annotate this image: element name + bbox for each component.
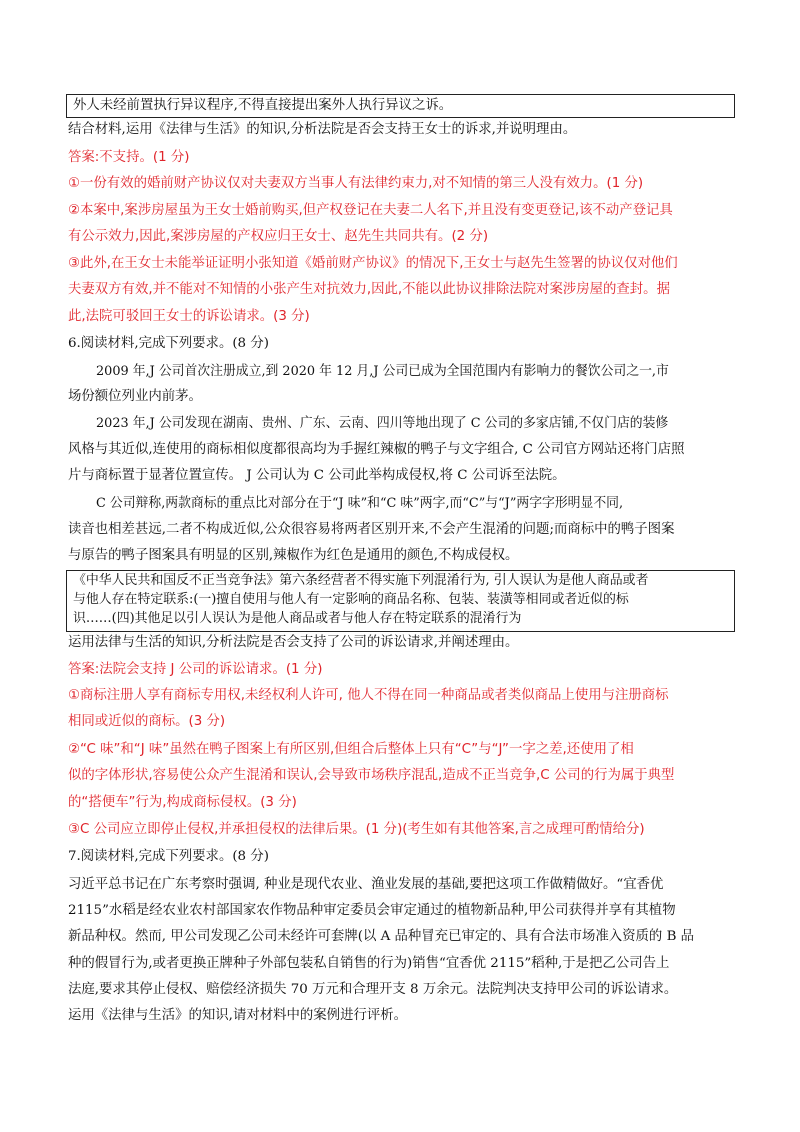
answer-5-line: 有公示效力,因此,案涉房屋的产权应归王女士、赵先生共同共有。(2 分) <box>68 229 489 244</box>
answer-6-line: 相同或近似的商标。(3 分) <box>68 714 226 729</box>
answer-6-line: ③C 公司应立即停止侵权,并承担侵权的法律后果。(1 分)(考生如有其他答案,言之成理可酌情给分) <box>68 822 645 837</box>
quote-box-top-text: 外人未经前置执行异议程序,不得直接提出案外人执行异议之诉。 <box>73 98 453 113</box>
answer-6-line: ①商标注册人享有商标专用权,未经权利人许可, 他人不得在同一种商品或者类似商品上使用与注册商标 <box>68 688 669 703</box>
question-7-material-line: 2115”水稻是经农业农村部国家农作物品种审定委员会审定通过的植物新品种,甲公司获得并享有其植物 <box>68 903 676 918</box>
question-6-material-line: 片与商标置于显著位置宣传。 J 公司认为 C 公司此举构成侵权,将 C 公司诉至法院。 <box>68 468 566 483</box>
quote-box-law-line: 《中华人民共和国反不正当竞争法》第六条经营者不得实施下列混淆行为, 引人误认为是他人商品或者 <box>73 573 649 588</box>
quote-box-law-line: 识……(四)其他足以引人误认为是他人商品或者与他人存在特定联系的混淆行为 <box>73 611 522 626</box>
answer-5-line: ①一份有效的婚前财产协议仅对夫妻双方当事人有法律约束力,对不知情的第三人没有效力。(1 分) <box>68 176 644 191</box>
question-7-material-line: 习近平总书记在广东考察时强调, 种业是现代农业、渔业发展的基础,要把这项工作做精做好。“宜香优 <box>68 877 664 892</box>
question-7-prompt: 运用《法律与生活》的知识,请对材料中的案例进行评析。 <box>68 1008 408 1023</box>
answer-6-line: ②“C 味”和“J 味”虽然在鸭子图案上有所区别,但组合后整体上只有“C”与“J”一字之差,还使用了相 <box>68 742 634 757</box>
answer-6-line: 的“搭便车”行为,构成商标侵权。(3 分) <box>68 795 297 810</box>
question-6-material-line: 读音也相差甚远,二者不构成近似,公众很容易将两者区别开来,不会产生混淆的问题;而商标中的鸭子图案 <box>68 522 675 537</box>
quote-box-top <box>66 94 735 118</box>
question-6-heading: 6.阅读材料,完成下列要求。(8 分) <box>68 336 269 351</box>
question-7-material-line: 法庭,要求其停止侵权、赔偿经济损失 70 万元和合理开支 8 万余元。法院判决支持甲公司的诉讼请求。 <box>68 982 678 997</box>
answer-6-line: 似的字体形状,容易使公众产生混淆和误认,会导致市场秩序混乱,造成不正当竞争,C 公司的行为属于典型 <box>68 768 675 783</box>
question-6-prompt: 运用法律与生活的知识,分析法院是否会支持了公司的诉讼请求,并阐述理由。 <box>68 635 519 650</box>
quote-box-law-line: 与他人存在特定联系:(一)擅自使用与他人有一定影响的商品名称、包装、装潢等相同或者近似的标 <box>73 592 629 607</box>
question-7-material-line: 新品种权。然而, 甲公司发现乙公司未经许可套牌(以 A 品种冒充已审定的、具有合法市场准入资质的 B 品 <box>68 929 695 944</box>
question-7-heading: 7.阅读材料,完成下列要求。(8 分) <box>68 849 269 864</box>
question-7-material-line: 种的假冒行为,或者更换正牌种子外部包装私自销售的行为)销售“宜香优 2115”稻种,于是把乙公司告上 <box>68 956 670 971</box>
question-6-material-line: C 公司辩称,两款商标的重点比对部分在于“J 味”和“C 味”两字,而“C”与“J”两字字形明显不同, <box>96 496 624 511</box>
question-5-prompt: 结合材料,运用《法律与生活》的知识,分析法院是否会支持王女士的诉求,并说明理由。 <box>68 122 577 137</box>
answer-5-line: 答案:不支持。(1 分) <box>68 150 190 165</box>
answer-6-line: 答案:法院会支持 J 公司的诉讼请求。(1 分) <box>68 662 323 677</box>
answer-5-line: 此,法院可驳回王女士的诉讼请求。(3 分) <box>68 309 310 324</box>
question-6-material-line: 风格与其近似,连使用的商标相似度都很高均为手握红辣椒的鸭子与文字组合, C 公司官方网站还将门店照 <box>68 442 685 457</box>
question-6-material-line: 2009 年,J 公司首次注册成立,到 2020 年 12 月,J 公司已成为全国范围内有影响力的餐饮公司之一,市 <box>96 364 669 379</box>
answer-5-line: 夫妻双方有效,并不能对不知情的小张产生对抗效力,因此,不能以此协议排除法院对案涉房屋的查封。据 <box>68 282 670 297</box>
answer-5-line: ③此外,在王女士未能举证证明小张知道《婚前财产协议》的情况下,王女士与赵先生签署的协议仅对他们 <box>68 256 678 271</box>
question-6-material-line: 2023 年,J 公司发现在湖南、贵州、广东、云南、四川等地出现了 C 公司的多家店铺,不仅门店的装修 <box>96 416 669 431</box>
quote-box-law <box>66 570 735 632</box>
answer-5-line: ②本案中,案涉房屋虽为王女士婚前购买,但产权登记在夫妻二人名下,并且没有变更登记,该不动产登记具 <box>68 203 673 218</box>
question-6-material-line: 场份额位列业内前茅。 <box>68 389 202 404</box>
question-6-material-line: 与原告的鸭子图案具有明显的区别,辣椒作为红色是通用的颜色,不构成侵权。 <box>68 548 519 563</box>
